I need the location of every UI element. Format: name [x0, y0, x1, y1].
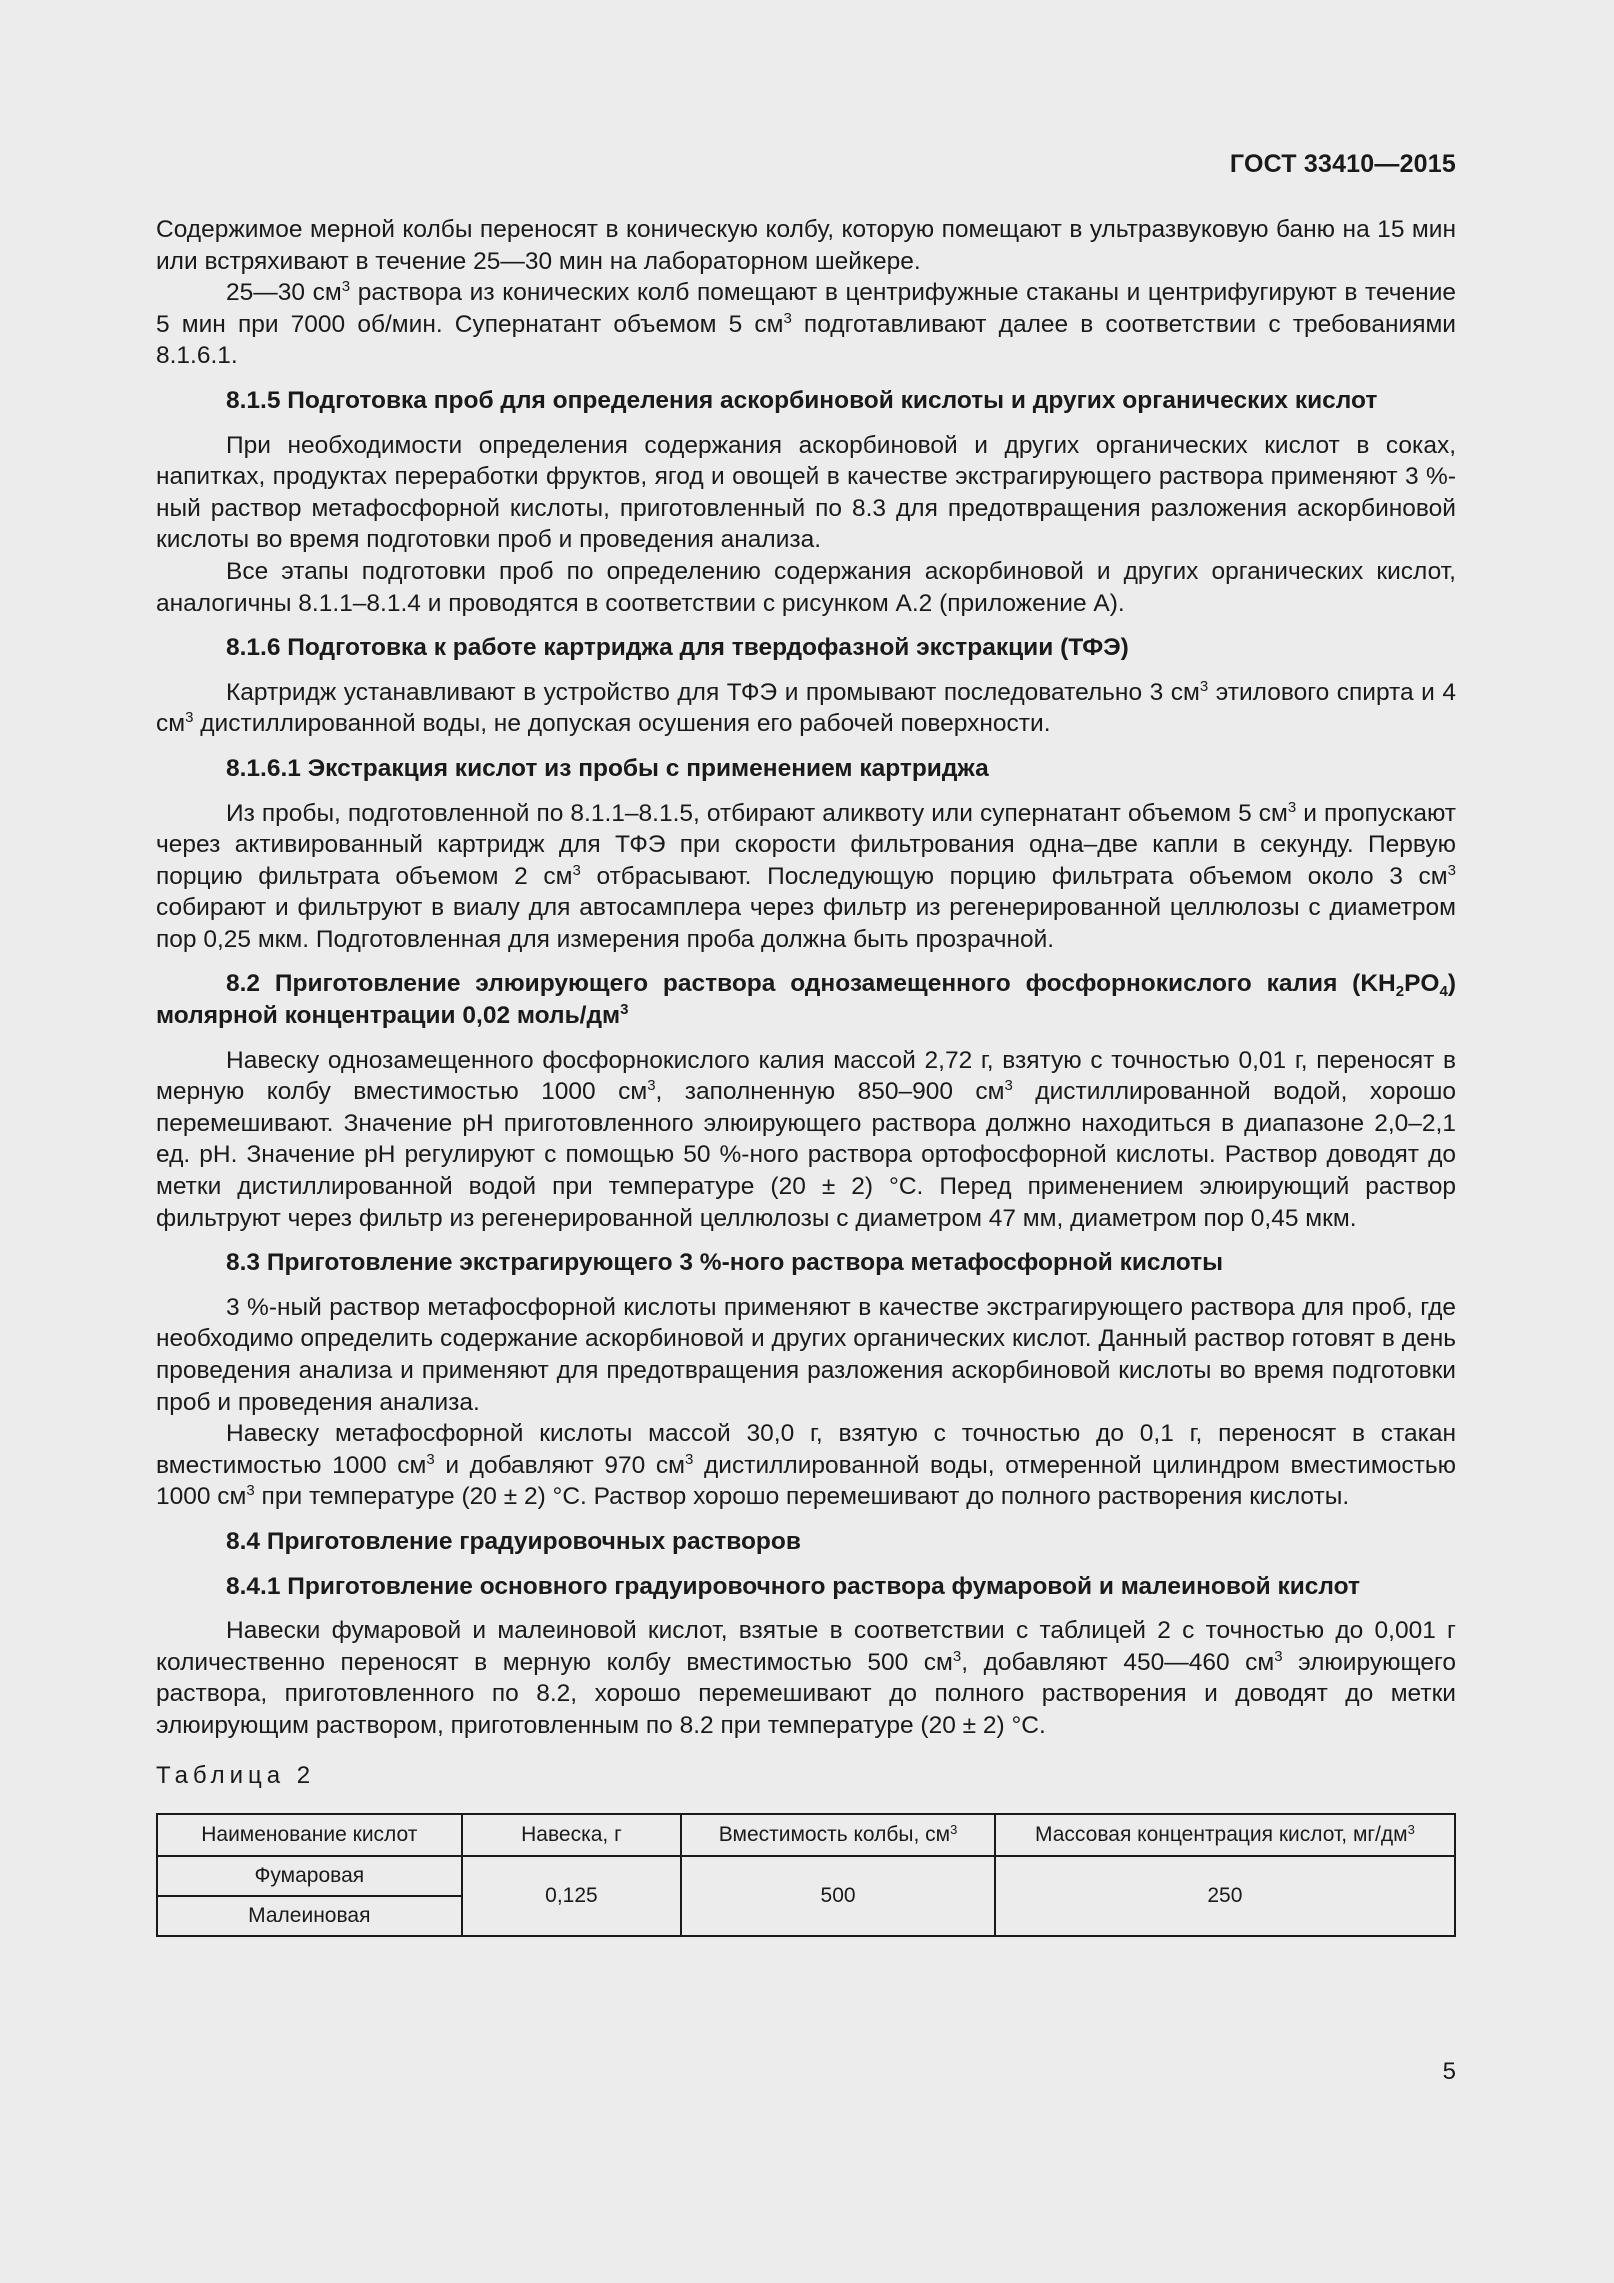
header-acid-name: Наименование кислот — [157, 1814, 462, 1856]
section-heading-8-1-6-1: 8.1.6.1 Экстракция кислот из пробы с применением картриджа — [226, 754, 989, 782]
cell-acid-name: Фумаровая — [157, 1856, 462, 1896]
cell-mass: 0,125 — [462, 1856, 682, 1936]
header-mass: Навеска, г — [462, 1814, 682, 1856]
section-heading-8-1-5: 8.1.5 Подготовка проб для определения аскорбиновой кислоты и других органических кислот — [226, 386, 1378, 414]
section-heading-8-2: 8.2 Приготовление элюирующего раствора однозамещенного фосфорнокислого калия $(KH_2PO_4)$ молярной концентрации 0,02 моль/$дм^3$ — [156, 970, 1456, 1030]
paragraph: Содержимое мерной колбы переносят в коническую колбу, которую помещают в ультразвуковую баню на 15 мин или встряхивают в течение 25—30 мин на лабораторном шейкере. — [156, 216, 1456, 275]
section-heading-8-4: 8.4 Приготовление градуировочных растворов — [226, 1527, 801, 1555]
header-volume: Вместимость колбы, $см^3$ — [681, 1814, 995, 1856]
table-header-row — [157, 1814, 1455, 1856]
table-caption: Таблица 2 — [156, 1761, 316, 1789]
page-number: 5 — [1442, 2058, 1456, 2085]
paragraph: Все этапы подготовки проб по определению содержания аскорбиновой и других органических кислот, аналогичны 8.1.1–8.1.4 и проводятся в соответствии с рисунком А.2 (приложение А). — [156, 557, 1456, 617]
paragraph: Навеску однозамещенного фосфорнокислого калия массой 2,72 г, взятую с точностью 0,01 г, переносят в мерную колбу вместимостью 1000 $см^3$, заполненную 850–900 $см^3$ дистиллированной водой, хорошо перемешивают. Значение pH приготовленного элюирующего раствора должно находиться в диапазоне 2,0–2,1 ед. pH. Значение pH регулируют с помощью 50 %-ного раствора ортофосфорной кислоты. Раствор доводят до метки дистиллированной водой при температуре (20 ± 2) °С. Перед применением элюирующий раствор фильтруют через фильтр из регенерированной целлюлозы с диаметром 47 мм, диаметром пор 0,45 мкм. — [156, 1046, 1456, 1232]
paragraph: Навески фумаровой и малеиновой кислот, взятые в соответствии с таблицей 2 с точностью до 0,001 г количественно переносят в мерную колбу вместимостью 500 $см^3$, добавляют 450—460 $см^3$ элюирующего раствора, приготовленного по 8.2, хорошо перемешивают до полного растворения и доводят до метки элюирующим раствором, приготовленным по 8.2 при температуре (20 ± 2) °С. — [156, 1617, 1457, 1739]
cell-acid-name: Малеиновая — [157, 1896, 462, 1936]
paragraph: 3 %-ный раствор метафосфорной кислоты применяют в качестве экстрагирующего раствора для проб, где необходимо определить содержание аскорбиновой и других органических кислот. Данный раствор готовят в день проведения анализа и применяют для предотвращения разложения аскорбиновой кислоты во время подготовки проб и проведения анализа. — [156, 1293, 1456, 1416]
document-body — [156, 214, 1456, 1937]
paragraph: Из пробы, подготовленной по 8.1.1–8.1.5, отбирают аликвоту или супернатант объемом 5 $см^3$ и пропускают через активированный картридж для ТФЭ при скорости фильтрования одна–две капли в секунду. Первую порцию фильтрата объемом 2 $см^3$ отбрасывают. Последующую порцию фильтрата объемом около 3 $см^3$ собирают и фильтруют в виалу для автосамплера через фильтр из регенерированной целлюлозы с диаметром пор 0,25 мкм. Подготовленная для измерения проба должна быть прозрачной. — [156, 798, 1457, 953]
cell-volume: 500 — [681, 1856, 995, 1936]
section-heading-8-4-1: 8.4.1 Приготовление основного градуировочного раствора фумаровой и малеиновой кислот — [226, 1572, 1360, 1600]
paragraph: 25—30 $см^3$ раствора из конических колб помещают в центрифужные стаканы и центрифугируют в течение 5 мин при 7000 об/мин. Супернатант объемом 5 $см^3$ подготавливают далее в соответствии с требованиями 8.1.6.1. — [156, 278, 1457, 370]
document-header: ГОСТ 33410—2015 — [1229, 150, 1456, 178]
cell-concentration: 250 — [995, 1856, 1455, 1936]
section-heading-8-1-6: 8.1.6 Подготовка к работе картриджа для твердофазной экстракции (ТФЭ) — [226, 634, 1129, 662]
paragraph: При необходимости определения содержания аскорбиновой и других органических кислот в соках, напитках, продуктах переработки фруктов, ягод и овощей в качестве экстрагирующего раствора применяют 3 %-ный раствор метафосфорной кислоты, приготовленный по 8.3 для предотвращения разложения аскорбиновой кислоты во время подготовки проб и проведения анализа. — [156, 431, 1456, 554]
table-2 — [156, 1813, 1456, 1937]
paragraph: Навеску метафосфорной кислоты массой 30,0 г, взятую с точностью до 0,1 г, переносят в стакан вместимостью 1000 $см^3$ и добавляют 970 $см^3$ дистиллированной воды, отмеренной цилиндром вместимостью 1000 $см^3$ при температуре (20 ± 2) °С. Раствор хорошо перемешивают до полного растворения кислоты. — [156, 1420, 1456, 1511]
table-row — [157, 1856, 1455, 1896]
paragraph: Картридж устанавливают в устройство для ТФЭ и промывают последовательно 3 $см^3$ этилового спирта и 4 $см^3$ дистиллированной воды, не допуская осушения его рабочей поверхности. — [156, 677, 1456, 738]
section-heading-8-3: 8.3 Приготовление экстрагирующего 3 %-ного раствора метафосфорной кислоты — [226, 1249, 1224, 1277]
header-concentration: Массовая концентрация кислот, $мг/дм^3$ — [995, 1814, 1455, 1856]
